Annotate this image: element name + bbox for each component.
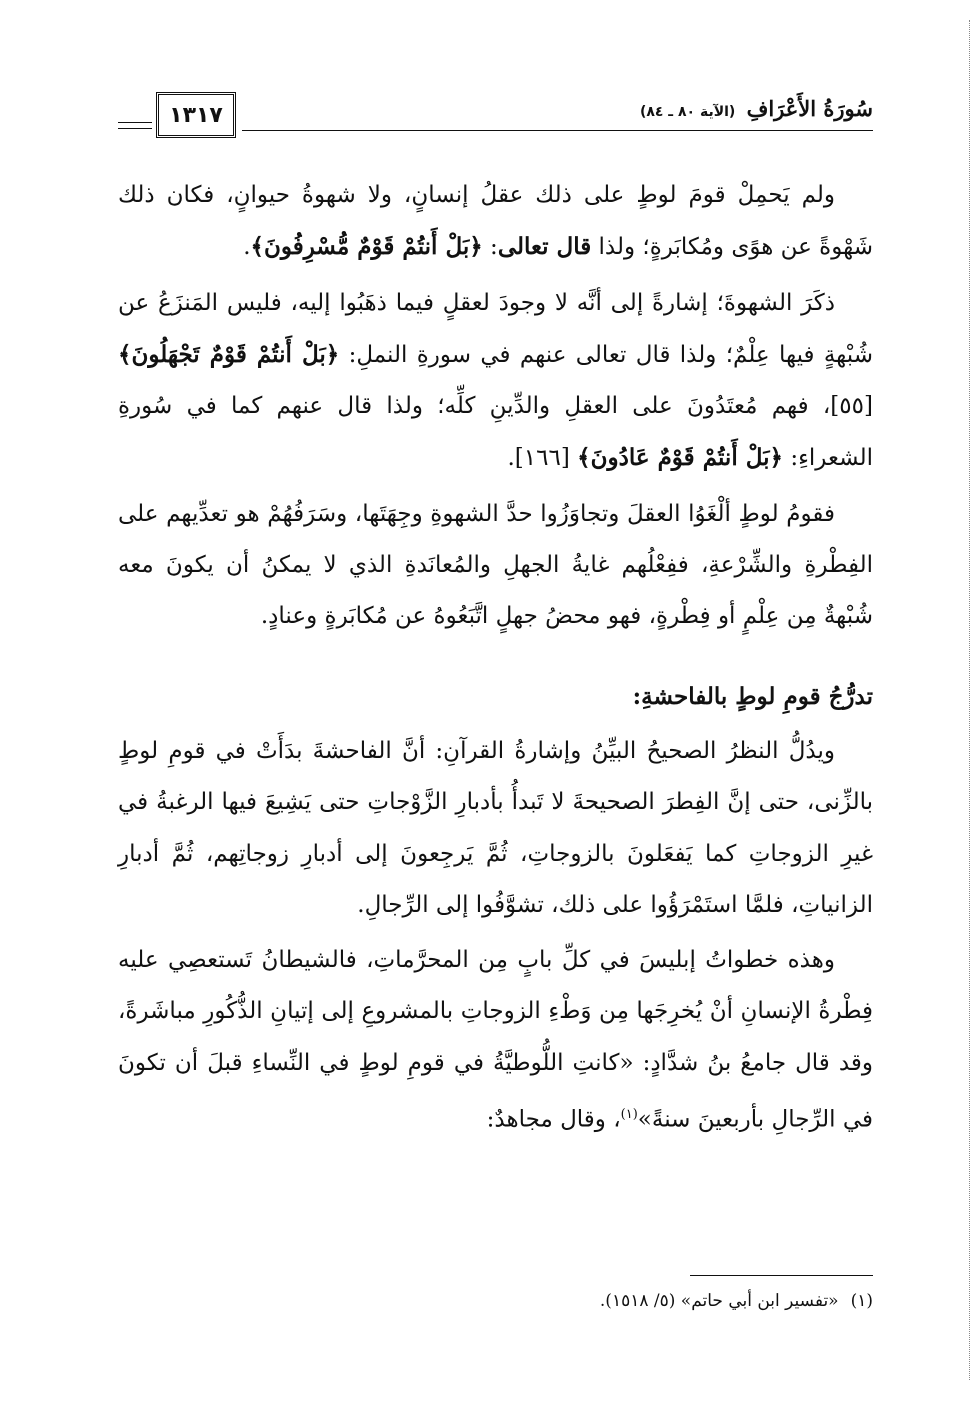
paragraph-1 bbox=[118, 170, 873, 274]
paragraph-5-text: وهذه خطواتُ إبليسَ في كلِّ بابٍ مِن المحرَّماتِ، فالشيطانُ تَستعصِي عليه فِطْرةُ الإنسانِ أنْ يُخرِجَها مِن وَطْءِ الزوجاتِ بالمشروعِ إلى إتيانِ الذُّكُورِ مباشَرةً، وقد قال جامعُ بنُ شدَّادٍ: «كانتِ اللُّوطيَّةُ في قومِ لوطٍ في النِّساءِ قبلَ أن تكونَ في الرِّجالِ بأربعينَ سنةً» bbox=[118, 947, 873, 1133]
quran-verse-musrifun: ﴿بَلْ أَنتُمْ قَوْمٌ مُّسْرِفُونَ﴾ bbox=[250, 233, 483, 261]
page-edge-dotted-line bbox=[969, 20, 970, 1380]
footnote bbox=[118, 1288, 873, 1314]
page-body bbox=[118, 170, 873, 1146]
running-head bbox=[640, 96, 873, 121]
paragraph-1-end: . bbox=[243, 234, 251, 261]
paragraph-1-text: ولم يَحمِلْ قومَ لوطٍ على ذلك عقلُ إنسانٍ، ولا شهوةُ حيوانٍ، فكان ذلك شَهْوةً عن هوًى ومُكابَرةٍ؛ ولذا bbox=[118, 182, 873, 261]
paragraph-5 bbox=[118, 935, 873, 1146]
paragraph-3: فقومُ لوطٍ ألْغَوُا العقلَ وتجاوَزُوا حدَّ الشهوةِ وجِهَتَها، وسَرَفُهُمْ هو تعدِّيهم على الفِطْرةِ والشِّرْعةِ، ففِعْلُهم غايةُ الجهلِ والمُعانَدةِ الذي لا يمكنُ أن يكونَ معه شُبْهةٌ مِن عِلْمٍ أو فِطْرةٍ، فهو محضُ جهلٍ اتَّبَعُوهُ عن مُكابَرةٍ وعنادٍ. bbox=[118, 500, 873, 630]
paragraph-2-text-c: [١٦٦]. bbox=[507, 445, 578, 472]
sura-name: سُورَةُ الأَعْرَافِ bbox=[746, 96, 873, 121]
qala-taala-label: قال تعالى bbox=[497, 233, 592, 261]
ayah-range: (الآية ٨٠ ـ ٨٤) bbox=[639, 104, 736, 120]
page-header bbox=[118, 92, 873, 154]
header-rule-right bbox=[242, 130, 873, 131]
paragraph-2-text-b: [٥٥]، فهم مُعتَدُونَ على العقلِ والدِّينِ كلِّه؛ ولذا قال عنهم كما في سُورةِ الشعراءِ: bbox=[118, 393, 873, 472]
paragraph-2 bbox=[118, 278, 873, 485]
paragraph-2-text-a: ذكَرَ الشهوةَ؛ إشارةً إلى أنَّه لا وجودَ لعقلٍ فيما ذهَبُوا إليه، فليس المَنزَعُ عن شُبْهةٍ فيها عِلْمٌ؛ ولذا قال تعالى عنهم في سورةِ النملِ: bbox=[118, 289, 873, 368]
footnote-number: (١) bbox=[850, 1291, 873, 1311]
paragraph-4: ويدُلُّ النظرُ الصحيحُ البيِّنُ وإشارةُ القرآنِ: أنَّ الفاحشةَ بدَأَتْ في قومِ لوطٍ بالزِّنى، حتى إنَّ الفِطرَ الصحيحةَ لا تَبدأُ بأدبارِ الزَّوْجاتِ حتى يَشِيعَ فيها الرغبةُ في غيرِ الزوجاتِ كما يَفعَلونَ بالزوجاتِ، ثُمَّ يَرجِعونَ إلى أدبارِ زوجاتِهم، ثُمَّ أدبارِ الزانياتِ، فلمَّا استَمْرَؤُوا على ذلك، تشوَّفُوا إلى الرِّجالِ. bbox=[118, 737, 873, 918]
paragraph-1-colon: : bbox=[482, 234, 498, 261]
footnote-reference: (١) bbox=[620, 1107, 638, 1123]
footnote-text: «تفسير ابن أبي حاتم» (٥/ ١٥١٨). bbox=[599, 1291, 839, 1311]
footnote-separator bbox=[690, 1275, 873, 1276]
quran-verse-tajhalun: ﴿بَلْ أَنتُمْ قَوْمٌ تَجْهَلُونَ﴾ bbox=[118, 340, 340, 368]
section-heading: تدرُّجُ قومِ لوطٍ بالفاحشةِ: bbox=[632, 682, 873, 710]
header-rule-left-2 bbox=[118, 128, 152, 129]
paragraph-5-end: ، وقال مجاهدٌ: bbox=[486, 1106, 621, 1133]
page-number: ١٣١٧ bbox=[156, 92, 236, 138]
header-rule-left bbox=[118, 122, 152, 123]
quran-verse-adun: ﴿بَلْ أَنتُمْ قَوْمٌ عَادُونَ﴾ bbox=[577, 444, 784, 472]
